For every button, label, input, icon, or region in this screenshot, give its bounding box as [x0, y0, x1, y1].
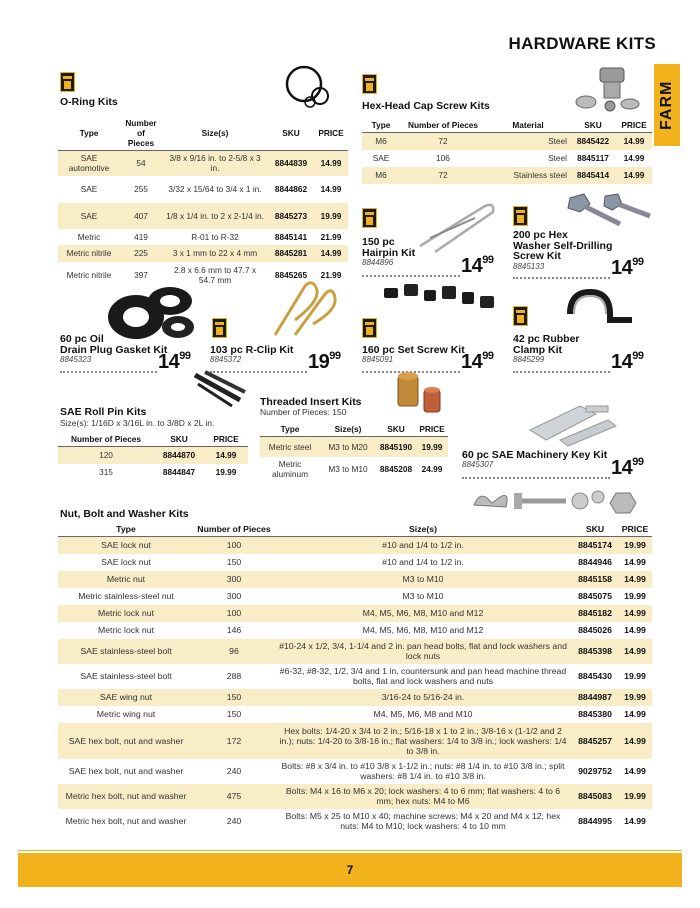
col-sizes: Size(s)	[320, 422, 376, 437]
hairpin-price: $14^{99}$	[461, 254, 494, 277]
roll-pin-image	[190, 370, 250, 410]
table-row: Metric wing nut 150 M4, M5, M6, M8 and M10 8845380 14.99	[58, 706, 652, 723]
gasket-title: 60 pc Oil Drain Plug Gasket Kit	[60, 333, 168, 356]
oring-table	[58, 116, 348, 288]
threaded-title: Threaded Insert Kits	[260, 396, 362, 408]
col-sku: SKU	[570, 118, 616, 133]
page-title: HARDWARE KITS	[508, 34, 656, 53]
hexcap-table	[362, 118, 652, 184]
machinery-key-image	[520, 400, 620, 448]
col-sku: SKU	[154, 432, 204, 447]
rubberclamp-title: 42 pc Rubber Clamp Kit	[513, 333, 580, 356]
power-fist-logo-icon	[513, 206, 528, 226]
col-pieces: Number of Pieces	[58, 432, 154, 447]
col-type: Type	[58, 116, 120, 151]
table-row: Metric lock nut 146 M4, M5, M6, M8, M10 and M12 8845026 14.99	[58, 622, 652, 639]
col-sku: SKU	[572, 522, 618, 537]
hairpin-title: 150 pc Hairpin Kit	[362, 236, 416, 259]
table-row: SAE lock nut 100 #10 and 1/4 to 1/2 in. 8845174 19.99	[58, 537, 652, 554]
hexwasher-sku: 8845133	[513, 262, 545, 271]
rclip-title: 103 pc R-Clip Kit	[210, 344, 294, 356]
power-fist-logo-icon	[60, 72, 75, 92]
setscrew-price: $14^{99}$	[461, 350, 494, 373]
col-pieces: Number of Pieces	[400, 118, 486, 133]
col-price: PRICE	[314, 116, 348, 151]
leader-dots	[513, 277, 610, 279]
rubber-clamp-image	[560, 284, 645, 332]
rclip-price: $19^{99}$	[308, 350, 341, 373]
table-row: M6 72 Stainless steel 8845414 14.99	[362, 167, 652, 184]
hexcap-title: Hex-Head Cap Screw Kits	[362, 100, 490, 112]
keykit-price: $14^{99}$	[611, 456, 644, 479]
table-row: 120 8844870 14.99	[58, 447, 248, 464]
col-material: Material	[486, 118, 570, 133]
col-sizes: Size(s)	[274, 522, 572, 537]
o-ring-image	[280, 62, 340, 112]
col-type: Type	[58, 522, 194, 537]
section-tab-farm[interactable]: FARM	[654, 64, 680, 146]
power-fist-logo-icon	[362, 74, 377, 94]
table-row: Metric lock nut 100 M4, M5, M6, M8, M10 and M12 8845182 14.99	[58, 605, 652, 622]
table-row: SAE lock nut 150 #10 and 1/4 to 1/2 in. 8844946 14.99	[58, 554, 652, 571]
rollpin-sizes: Size(s): 1/16D x 3/16L in. to 3/8D x 2L in.	[60, 418, 215, 428]
page-number: 7	[346, 863, 354, 877]
col-pieces: Number of Pieces	[194, 522, 274, 537]
threaded-pieces: Number of Pieces: 150	[260, 407, 347, 417]
rubberclamp-price: $14^{99}$	[611, 350, 644, 373]
rollpin-title: SAE Roll Pin Kits	[60, 406, 147, 418]
hairpin-sku: 8844896	[362, 258, 394, 267]
threaded-table	[260, 422, 448, 481]
nutbolt-table	[58, 522, 652, 834]
table-row: SAE hex bolt, nut and washer 240 Bolts: #8 x 3/4 in. to #10 3/8 x 1-1/2 in.; nuts: #8 1/4 in. to #10 3/8 in.; split washers: #8 1/4 in. to #10 3/8 in. 9029752 14.99	[58, 759, 652, 784]
table-row: Metric nitrile 397 2.8 x 6.6 mm to 47.7 x 54.7 mm 8845265 21.99	[58, 262, 348, 288]
table-row: SAE stainless-steel bolt 96 #10-24 x 1/2, 3/4, 1-1/4 and 2 in. pan head bolts, flat and lock washers and lock nuts 8845398 14.99	[58, 639, 652, 664]
table-row: Metric nitrile 225 3 x 1 mm to 22 x 4 mm 8845281 14.99	[58, 245, 348, 262]
col-price: PRICE	[416, 422, 448, 437]
table-row: SAE stainless-steel bolt 288 #6-32, #8-32, 1/2, 3/4 and 1 in. countersunk and pan head machine thread bolts, flat and lock washers and nuts 8845430 19.99	[58, 664, 652, 689]
nutbolt-title: Nut, Bolt and Washer Kits	[60, 508, 189, 520]
gasket-price: $14^{99}$	[158, 350, 191, 373]
setscrew-title: 160 pc Set Screw Kit	[362, 344, 465, 356]
table-row: Metric nut 300 M3 to M10 8845158 14.99	[58, 571, 652, 588]
col-type: Type	[260, 422, 320, 437]
table-row: 315 8844847 19.99	[58, 464, 248, 481]
table-row: SAE hex bolt, nut and washer 172 Hex bolts: 1/4-20 x 3/4 to 2 in.; 5/16-18 x 1 to 2 in.; 3/8-16 x (1-1/2 and 2 in.); nuts: 1/4-20 to 3/8-16 in.; flat washers: 1/4 to 3/8 in.; lock washers: 1/4 to 3/8 in. 8845257 14.99	[58, 723, 652, 759]
power-fist-logo-icon	[513, 306, 528, 326]
threaded-insert-image	[392, 368, 452, 420]
table-row: Metric aluminum M3 to M10 8845208 24.99	[260, 457, 448, 481]
table-row: Metric hex bolt, nut and washer 475 Bolts: M4 x 16 to M6 x 20; lock washers: 4 to 6 mm; flat washers: 4 to 6 mm; hex nuts: M4 to M6 8845083 19.99	[58, 784, 652, 809]
table-row: SAE 106 Steel 8845117 14.99	[362, 150, 652, 167]
col-price: PRICE	[618, 522, 652, 537]
table-row: Metric hex bolt, nut and washer 240 Bolts: M5 x 25 to M10 x 40; machine screws: M4 x 20 and M4 x 12; hex nuts: M4 to M10; lock washers: 4 to 10 mm 8844995 14.99	[58, 809, 652, 834]
table-row: Metric stainless-steel nut 300 M3 to M10 8845075 19.99	[58, 588, 652, 605]
setscrew-sku: 8845091	[362, 355, 394, 364]
hairpin-image	[415, 198, 500, 256]
power-fist-logo-icon	[362, 208, 377, 228]
table-row: M6 72 Steel 8845422 14.99	[362, 133, 652, 150]
col-price: PRICE	[616, 118, 652, 133]
col-sizes: Size(s)	[162, 116, 268, 151]
col-sku: SKU	[268, 116, 314, 151]
leader-dots	[362, 275, 460, 277]
gasket-sku: 8845323	[60, 355, 92, 364]
leader-dots	[462, 477, 610, 479]
keykit-title: 60 pc SAE Machinery Key Kit	[462, 449, 608, 461]
leader-dots	[513, 371, 610, 373]
table-row: Metric steel M3 to M20 8845190 19.99	[260, 437, 448, 457]
col-pieces: Number of Pieces	[120, 116, 162, 151]
col-type: Type	[362, 118, 400, 133]
table-row: SAE 407 1/8 x 1/4 in. to 2 x 2-1/4 in. 8845273 19.99	[58, 203, 348, 229]
table-row: SAE wing nut 150 3/16-24 to 5/16-24 in. 8844987 19.99	[58, 689, 652, 706]
nut-bolt-image	[470, 483, 650, 519]
power-fist-logo-icon	[362, 318, 377, 338]
oring-title: O-Ring Kits	[60, 96, 118, 108]
keykit-sku: 8845307	[462, 460, 494, 469]
leader-dots	[60, 371, 157, 373]
table-row: Metric 419 R-01 to R-32 8845141 21.99	[58, 229, 348, 245]
col-price: PRICE	[204, 432, 248, 447]
rclip-sku: 8845372	[210, 355, 242, 364]
power-fist-logo-icon	[212, 318, 227, 338]
rubberclamp-sku: 8845299	[513, 355, 545, 364]
footer-bar	[18, 853, 682, 887]
hexwasher-title: 200 pc Hex Washer Self-Drilling Screw Kit	[513, 229, 613, 262]
set-screw-image	[380, 282, 500, 312]
r-clip-image	[255, 280, 350, 340]
hexwasher-price: $14^{99}$	[611, 256, 644, 279]
footer-rule	[18, 850, 682, 851]
rollpin-table	[58, 432, 248, 481]
col-sku: SKU	[376, 422, 416, 437]
table-row: SAE automotive 54 3/8 x 9/16 in. to 2-5/8 x 3 in. 8844839 14.99	[58, 151, 348, 176]
cap-screw-image	[570, 62, 650, 114]
table-row: SAE 255 3/32 x 15/64 to 3/4 x 1 in. 8844862 14.99	[58, 176, 348, 203]
